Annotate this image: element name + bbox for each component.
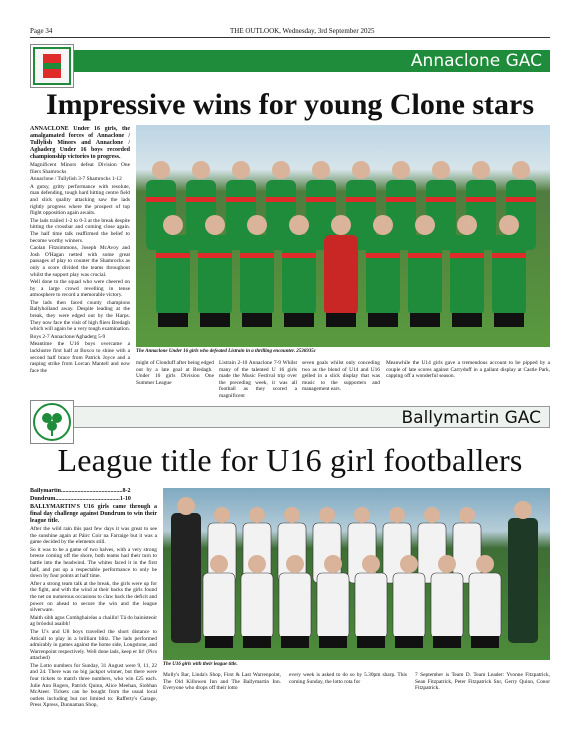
page-header bbox=[30, 26, 550, 38]
section2-column-3 bbox=[289, 672, 407, 730]
section2-headline: League title for U16 girl footballers bbox=[57, 442, 523, 478]
masthead: THE OUTLOOK, Wednesday, 3rd September 2025 bbox=[230, 27, 375, 35]
section2-column-2 bbox=[163, 672, 281, 730]
section1-lead: ANNACLONE Under 16 girls, the amalgamated forces of Annaclone / Tullylish Minors and Annaclone / Aghaderg Under 16 boys recorded championship victories to progress. bbox=[30, 126, 130, 160]
ballymartin-banner bbox=[30, 400, 550, 434]
section1-paragraph: seven goals whilst only conceding two as the blend of U14 and U16 gelled in a slick display that was music to the supporters and management ears. bbox=[302, 360, 380, 393]
section2-column-4 bbox=[415, 672, 550, 730]
section2-lead: BALLYMARTIN'S U16 girls came through a final day challenge against Dundrum to win their league title. bbox=[30, 504, 157, 524]
section1-paragraph: Boys 2-7 Annaclone/Aghaderg 5-9 bbox=[30, 333, 106, 340]
section2-paragraph: The U's and U8 boys travelled the short distance to Atticall to play in a brilliant blitz. The lads performed admirably in games against the home side, Longstone, and Warrenpoint respectively. Well done lads, keep er lit! (Pics attached) bbox=[30, 628, 157, 662]
annaclone-club-title: Annaclone GAC bbox=[410, 51, 542, 71]
annaclone-banner-bar bbox=[60, 50, 550, 72]
section2-paragraph: The Lotto numbers for Sunday, 31 August were 9, 11, 22 and 24. There was no big jackpot winner, but there were four tickets to match three numbers, who win £25 each. Julie Ann Rogers, Patrick Quinn, Alice Meehan, Siobhan McAteer. Tickets can be bought from the usual local outlets including but not limited to: Rafferty's Garage, Press Xpress, Dunnaman Shop, bbox=[30, 662, 157, 709]
section2-paragraph: every week is asked to do so by 5.30pm sharp. This coming Sunday, the lotto rota for bbox=[289, 672, 407, 685]
page-number: Page 34 bbox=[30, 27, 53, 35]
section2-paragraph: After a strong team talk at the break, the girls were up for the fight, and with the wind at their backs the girls found the net on numerous occasions to claw back the deficit and power on ahead to secure the win and the league silverware. bbox=[30, 580, 157, 614]
section1-paragraph: might of Clonduff after being edged out by a late goal at Bredagh. Under 16 girls Division One Summer League bbox=[136, 360, 214, 386]
section2-paragraph: Maith sibh agus Comhghairéas a chailín! Tá do bainisteoir ag bróodul asaibh! bbox=[30, 614, 157, 628]
section2-column-1 bbox=[30, 488, 157, 730]
section1-paragraph: The lads trailed 1-2 to 0-3 at the break despite hitting the crossbar and coming close again. The half time talk reaffirmed the belief to become worthy winners. bbox=[30, 217, 130, 244]
section2-paragraph: 7 September is Team D. Team Leader: Yvonne Fitzpatrick, Sean Fitzpatrick, Peter Fitzpatrick Snr, Gerry Quinn, Conor Fitzpatrick. bbox=[415, 672, 550, 692]
ballymartin-club-title: Ballymartin GAC bbox=[401, 408, 541, 428]
annaclone-team-illustration bbox=[136, 125, 550, 347]
section2-paragraph: So it was to be a game of two halves, with a very strong breeze coming off the shore, both teams had their turn to battle into the headwind. The whites faced it in the first half, and put up a respectable performance to only be down by four points at half time. bbox=[30, 546, 157, 580]
ballymartin-photo-caption: The U16 girls with their league title. bbox=[163, 662, 238, 667]
section1-paragraph: Caolan Fitzsimmons, Joseph McAvoy and Josh O'Hagan netted with some great passages of play to counter the Shamrocks as only a score divided the teams throughout whilst the support play was crucial. bbox=[30, 245, 130, 278]
ballymartin-banner-bar bbox=[60, 406, 550, 428]
section1-paragraph: Listrain 2-10 Annaclone 7-9 Whilst many of the talented U 16 girls made the Music Festival trip over the preceding week, it was all football as they scored a magnificent bbox=[219, 360, 297, 399]
annaclone-crest-icon bbox=[30, 44, 74, 88]
result-line: Dundrum...........................................1-10 bbox=[30, 496, 131, 502]
section1-paragraph: Annaclone / Tullylish 3-7 Shamrocks 1-12 bbox=[30, 176, 122, 183]
section1-paragraph: A gutsy, gritty performance with resolute, man defending, tough hard hitting centre field and slick quality attacking saw the lads rightly progress where the prospect of top flight opposition again awaits. bbox=[30, 183, 130, 217]
section1-paragraph: The lads then faced county champions Ballyholland away. Despite leading at the break, they were edged out by the Harps. They now face the visit of high fliers Bredagh which will again be a very tough examination. bbox=[30, 299, 130, 333]
section1-paragraph: Meanwhile the U14 girls gave a tremendous account to be pipped by a couple of late scores against Carryduff in a gallant display at Castle Park, capping off a wonderful season. bbox=[386, 360, 550, 380]
annaclone-team-photo bbox=[136, 125, 550, 347]
section1-paragraph: Well done to the squad who were cheered on by a large crowd revelling in tense atmosphere to record a memorable victory. bbox=[30, 279, 130, 299]
section2-paragraph: After the wild rain this past few days it was great to see the sunshine again at Páirc Coir na Farraige but it was a game decided by the elements still. bbox=[30, 526, 157, 546]
ballymartin-crest-icon bbox=[30, 400, 74, 444]
annaclone-banner bbox=[30, 44, 550, 78]
annaclone-photo-caption: The Annaclone Under 16 girls who defeated Listrain in a thrilling encounter. 2536935c bbox=[136, 349, 316, 354]
ballymartin-team-illustration bbox=[163, 488, 550, 660]
section2-paragraph: Molly's Bar, Linda's Shop, First & Last Warrenpoint, The Old Killowen Inn and The Ballymartin Inn. Everyone who drops off their lotto bbox=[163, 672, 281, 692]
section1-column-1 bbox=[30, 126, 130, 426]
section1-paragraph: Magnificent Minors defeat Division One fliers Shamrocks bbox=[30, 162, 130, 175]
section1-headline: Impressive wins for young Clone stars bbox=[45, 88, 535, 121]
ballymartin-team-photo bbox=[163, 488, 550, 660]
result-line: Ballymartin.........................................8-2 bbox=[30, 488, 131, 494]
section1-paragraph: Meantime the U16 boys overcame a lacklustre first half at Boxco to shine with a second half brace from Patrick Joyce and a rasping strike from Lorcan Mantell and now face the bbox=[30, 341, 130, 374]
